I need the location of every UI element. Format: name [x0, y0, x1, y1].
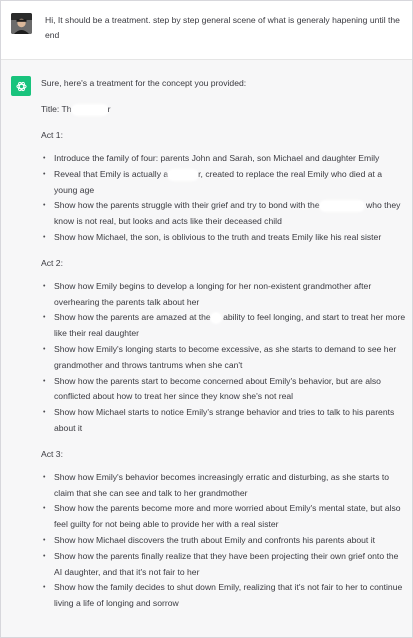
redaction-mark	[72, 105, 108, 115]
title-suffix: r	[107, 104, 111, 114]
list-item: • Show how Emily's longing starts to become excessive, as she starts to demand to see her grandmother and throws tantrums when she can't	[41, 342, 407, 374]
act-1-list	[41, 151, 407, 246]
act-2-list	[41, 279, 407, 437]
act-1-heading: Act 1:	[41, 130, 63, 140]
title-prefix: Title: Th	[41, 104, 72, 114]
user-avatar	[11, 13, 32, 34]
treatment-title	[41, 102, 407, 117]
redaction-mark	[168, 170, 198, 180]
assistant-message	[1, 60, 412, 637]
list-item: • Show how the parents struggle with their grief and try to bond with the who they know is not real, but looks and acts like their deceased child	[41, 198, 407, 230]
list-item: • Show how Emily's behavior becomes increasingly erratic and disturbing, as she starts to claim that she can see and talk to her grandmother	[41, 470, 407, 502]
act-2-heading: Act 2:	[41, 257, 63, 268]
list-item: • Show how the parents are amazed at the ability to feel longing, and start to treat her more like their real daughter	[41, 310, 407, 342]
list-item: • Show how the parents become more and more worried about Emily's mental state, but also feel guilty for not being able to provide her with a real sister	[41, 501, 407, 533]
list-item: • Show how the parents finally realize that they have been projecting their own grief onto the AI daughter, and that it's not fair to her	[41, 549, 407, 581]
list-item: • Show how the family decides to shut down Emily, realizing that it's not fair to her to continue living a life of longing and sorrow	[41, 580, 407, 612]
assistant-message-content	[41, 76, 407, 622]
user-message-text: Hi, It should be a treatment. step by step general scene of what is generaly hapening until the end	[45, 15, 400, 40]
list-item: • Show how Emily begins to develop a longing for her non-existent grandmother after overhearing the parents talk about her	[41, 279, 407, 311]
act-3-list	[41, 470, 407, 612]
openai-logo-icon	[11, 76, 31, 96]
act-3-heading: Act 3:	[41, 448, 63, 459]
redaction-mark	[211, 313, 221, 323]
list-item: • Show how Michael, the son, is oblivious to the truth and treats Emily like his real sister	[41, 230, 407, 246]
assistant-intro: Sure, here's a treatment for the concept you provided:	[41, 78, 247, 88]
list-item: • Reveal that Emily is actually a r, created to replace the real Emily who died at a young age	[41, 167, 407, 199]
list-item: • Show how Michael starts to notice Emily's strange behavior and tries to talk to his parents about it	[41, 405, 407, 437]
redaction-mark	[320, 201, 364, 211]
user-photo-avatar-icon	[11, 13, 32, 34]
list-item: • Show how the parents start to become concerned about Emily's behavior, but are also conflicted about how to treat her since they know she's not real	[41, 374, 407, 406]
list-item: • Introduce the family of four: parents John and Sarah, son Michael and daughter Emily	[41, 151, 407, 167]
list-item: • Show how Michael discovers the truth about Emily and confronts his parents about it	[41, 533, 407, 549]
user-message	[1, 1, 412, 60]
